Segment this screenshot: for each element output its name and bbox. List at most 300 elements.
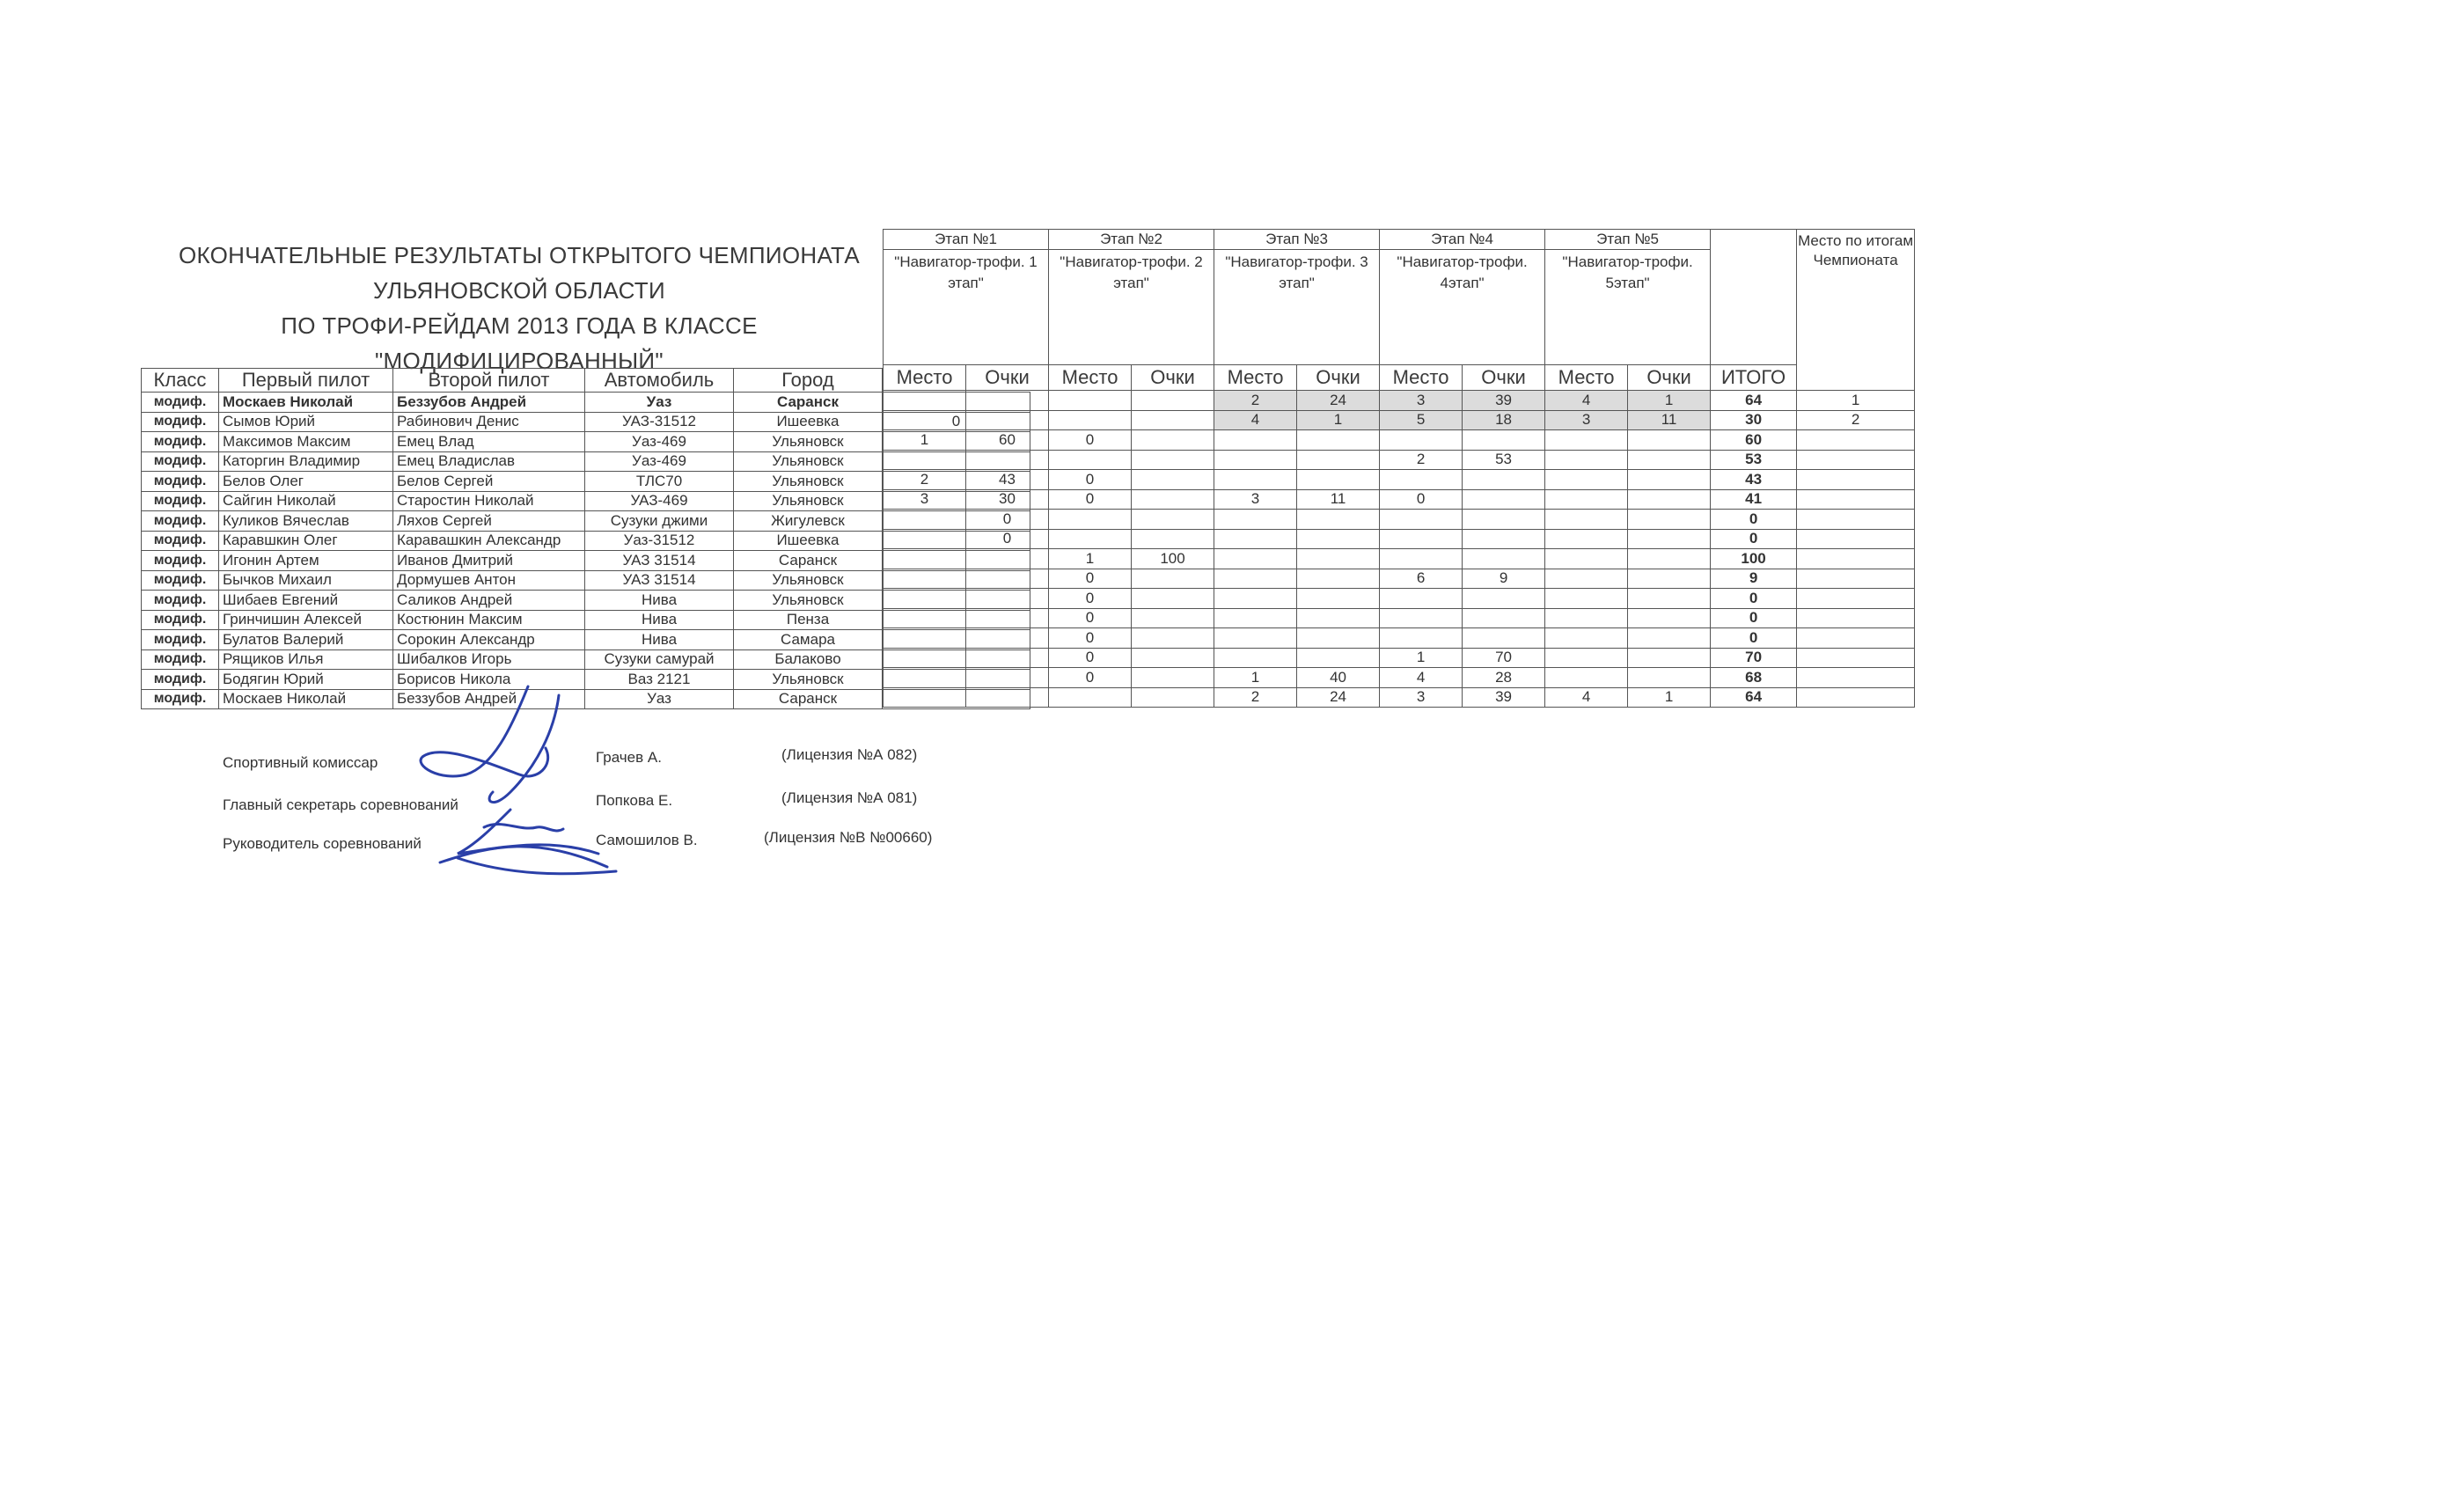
cell-pilot2: Каравашкин Александр <box>393 531 585 551</box>
stage-result-row <box>884 450 1915 470</box>
cell-total: 64 <box>1711 391 1797 411</box>
cell-stage-points <box>1628 430 1711 451</box>
signature-role: Главный секретарь соревнований <box>223 796 458 813</box>
cell-stage-points <box>1297 549 1380 569</box>
cell-stage-place <box>1380 510 1463 530</box>
cell-car: Сузуки самурай <box>585 649 734 670</box>
cell-stage-place: 4 <box>1545 687 1628 708</box>
cell-stage-place <box>1049 410 1132 430</box>
cell-stage-place <box>884 628 966 649</box>
cell-stage-points <box>1463 470 1545 490</box>
cell-stage-points: 30 <box>966 489 1049 510</box>
cell-class: модиф. <box>142 451 219 472</box>
cell-class: модиф. <box>142 531 219 551</box>
cell-pilot2: Дормушев Антон <box>393 570 585 591</box>
cell-stage-place <box>884 569 966 589</box>
cell-stage-place: 5 <box>1380 410 1463 430</box>
cell-final-place <box>1797 569 1915 589</box>
cell-stage-points <box>1628 628 1711 649</box>
cell-pilot2: Беззубов Андрей <box>393 689 585 709</box>
cell-total: 70 <box>1711 648 1797 668</box>
cell-city: Саранск <box>734 689 883 709</box>
stage-result-row <box>884 687 1915 708</box>
cell-stage-points <box>1132 510 1214 530</box>
cell-stage-place: 2 <box>1214 687 1297 708</box>
cell-stage-points <box>1132 410 1214 430</box>
cell-final-place <box>1797 430 1915 451</box>
cell-pilot1: Сайгин Николай <box>219 491 393 511</box>
cell-pilot1: Белов Олег <box>219 472 393 492</box>
col-points: Очки <box>1297 365 1380 391</box>
cell-pilot1: Шибаев Евгений <box>219 591 393 611</box>
cell-pilot1: Рящиков Илья <box>219 649 393 670</box>
cell-stage-place <box>1380 628 1463 649</box>
cell-city: Ульяновск <box>734 670 883 690</box>
stage-result-row <box>884 410 1915 430</box>
col-place: Место <box>1214 365 1297 391</box>
cell-stage-place <box>1380 608 1463 628</box>
cell-stage-place: 2 <box>884 470 966 490</box>
cell-stage-place <box>1049 391 1132 411</box>
cell-total: 9 <box>1711 569 1797 589</box>
cell-total: 0 <box>1711 628 1797 649</box>
cell-stage-place: 0 <box>1049 470 1132 490</box>
cell-pilot2: Иванов Дмитрий <box>393 551 585 571</box>
stage-1-title: Этап №1 <box>884 230 1049 250</box>
cell-class: модиф. <box>142 511 219 532</box>
cell-stage-points <box>966 687 1049 708</box>
cell-stage-place: 0 <box>1380 489 1463 510</box>
cell-pilot2: Костюнин Максим <box>393 610 585 630</box>
cell-stage-place: 3 <box>1545 410 1628 430</box>
cell-pilot1: Максимов Максим <box>219 432 393 452</box>
cell-stage-place <box>1545 529 1628 549</box>
cell-stage-points: 0 <box>966 529 1049 549</box>
col-total: ИТОГО <box>1711 365 1797 391</box>
cell-stage-points: 53 <box>1463 450 1545 470</box>
col-points: Очки <box>1463 365 1545 391</box>
cell-pilot2: Емец Влад <box>393 432 585 452</box>
col-points: Очки <box>966 365 1049 391</box>
stage-2-title: Этап №2 <box>1049 230 1214 250</box>
cell-class: модиф. <box>142 610 219 630</box>
cell-pilot2: Борисов Никола <box>393 670 585 690</box>
cell-extra: 0 <box>883 412 1030 432</box>
cell-class: модиф. <box>142 393 219 413</box>
cell-car: Уаз-31512 <box>585 531 734 551</box>
stage-result-row <box>884 549 1915 569</box>
cell-stage-place <box>1545 450 1628 470</box>
stage-subheader-row <box>884 365 1915 391</box>
cell-stage-points <box>1463 489 1545 510</box>
stage-5-title: Этап №5 <box>1545 230 1711 250</box>
cell-stage-place <box>1545 608 1628 628</box>
cell-stage-points <box>1132 529 1214 549</box>
cell-pilot2: Беззубов Андрей <box>393 393 585 413</box>
cell-final-place: 2 <box>1797 410 1915 430</box>
cell-stage-points: 60 <box>966 430 1049 451</box>
document-title <box>145 238 893 378</box>
cell-stage-points <box>1628 450 1711 470</box>
cell-stage-place: 0 <box>1049 569 1132 589</box>
cell-stage-points <box>1297 589 1380 609</box>
cell-stage-points: 11 <box>1628 410 1711 430</box>
cell-stage-place <box>884 510 966 530</box>
cell-class: модиф. <box>142 472 219 492</box>
cell-total: 0 <box>1711 589 1797 609</box>
cell-total: 100 <box>1711 549 1797 569</box>
cell-stage-points <box>966 628 1049 649</box>
cell-final-place <box>1797 549 1915 569</box>
cell-stage-place: 1 <box>1380 648 1463 668</box>
cell-car: УАЗ-469 <box>585 491 734 511</box>
cell-total: 30 <box>1711 410 1797 430</box>
cell-total: 64 <box>1711 687 1797 708</box>
cell-car: УАЗ-31512 <box>585 412 734 432</box>
cell-stage-points <box>1463 510 1545 530</box>
cell-car: Сузуки джими <box>585 511 734 532</box>
cell-stage-points <box>966 569 1049 589</box>
cell-pilot2: Шибалков Игорь <box>393 649 585 670</box>
cell-stage-points: 39 <box>1463 391 1545 411</box>
stage-3-title: Этап №3 <box>1214 230 1380 250</box>
cell-stage-place <box>1545 549 1628 569</box>
cell-stage-place: 1 <box>884 430 966 451</box>
cell-stage-points <box>966 668 1049 688</box>
stage-2-name: "Навигатор-трофи. 2 этап" <box>1049 250 1214 365</box>
cell-car: ТЛС70 <box>585 472 734 492</box>
cell-city: Пенза <box>734 610 883 630</box>
cell-final-place <box>1797 628 1915 649</box>
cell-stage-points <box>1297 628 1380 649</box>
col-place: Место <box>884 365 966 391</box>
cell-car: Нива <box>585 591 734 611</box>
cell-stage-place: 0 <box>1049 430 1132 451</box>
cell-stage-points <box>1463 589 1545 609</box>
cell-city: Самара <box>734 630 883 650</box>
cell-stage-place: 4 <box>1545 391 1628 411</box>
cell-stage-place <box>1049 687 1132 708</box>
cell-city: Саранск <box>734 393 883 413</box>
cell-stage-place <box>1380 470 1463 490</box>
cell-stage-place <box>1214 470 1297 490</box>
stage-result-row <box>884 529 1915 549</box>
cell-stage-points <box>1132 628 1214 649</box>
cell-final-place <box>1797 450 1915 470</box>
cell-stage-points <box>966 410 1049 430</box>
cell-total: 68 <box>1711 668 1797 688</box>
cell-stage-place <box>1214 510 1297 530</box>
cell-stage-place <box>1545 510 1628 530</box>
cell-stage-points: 43 <box>966 470 1049 490</box>
cell-stage-points <box>1297 470 1380 490</box>
signature-name: Грачев А. <box>596 749 662 766</box>
cell-stage-points: 9 <box>1463 569 1545 589</box>
stage-4-title: Этап №4 <box>1380 230 1545 250</box>
stage-5-name: "Навигатор-трофи. 5этап" <box>1545 250 1711 365</box>
cell-stage-points: 1 <box>1628 687 1711 708</box>
cell-stage-place: 3 <box>1214 489 1297 510</box>
cell-stage-place <box>1545 589 1628 609</box>
cell-city: Ульяновск <box>734 591 883 611</box>
cell-city: Ульяновск <box>734 570 883 591</box>
stage-result-row <box>884 430 1915 451</box>
cell-stage-points <box>1463 430 1545 451</box>
cell-stage-place <box>1214 450 1297 470</box>
cell-class: модиф. <box>142 491 219 511</box>
cell-stage-place <box>1545 489 1628 510</box>
cell-stage-points <box>1132 589 1214 609</box>
cell-pilot1: Каравшкин Олег <box>219 531 393 551</box>
cell-stage-place <box>1545 470 1628 490</box>
cell-stage-points <box>1297 648 1380 668</box>
stage-1-name: "Навигатор-трофи. 1 этап" <box>884 250 1049 365</box>
cell-stage-place: 0 <box>1049 668 1132 688</box>
cell-stage-points <box>1463 608 1545 628</box>
cell-stage-place <box>1545 668 1628 688</box>
col-pilot1: Первый пилот <box>219 369 393 393</box>
cell-total: 0 <box>1711 608 1797 628</box>
cell-stage-place: 4 <box>1380 668 1463 688</box>
cell-stage-points <box>1628 668 1711 688</box>
cell-pilot2: Белов Сергей <box>393 472 585 492</box>
cell-stage-points <box>1297 430 1380 451</box>
cell-stage-place <box>1214 430 1297 451</box>
signature-license: (Лицензия №В №00660) <box>764 829 933 846</box>
cell-stage-place <box>1214 648 1297 668</box>
cell-final-place <box>1797 608 1915 628</box>
cell-stage-place: 6 <box>1380 569 1463 589</box>
cell-class: модиф. <box>142 551 219 571</box>
cell-stage-points <box>1628 510 1711 530</box>
col-points: Очки <box>1628 365 1711 391</box>
cell-pilot1: Москаев Николай <box>219 689 393 709</box>
cell-class: модиф. <box>142 412 219 432</box>
cell-stage-points <box>1132 489 1214 510</box>
cell-stage-place: 3 <box>1380 687 1463 708</box>
cell-stage-points: 70 <box>1463 648 1545 668</box>
cell-pilot1: Каторгин Владимир <box>219 451 393 472</box>
cell-car: Нива <box>585 610 734 630</box>
cell-stage-points <box>1463 628 1545 649</box>
title-line-3: ПО ТРОФИ-РЕЙДАМ 2013 ГОДА В КЛАССЕ <box>281 312 758 339</box>
cell-final-place <box>1797 489 1915 510</box>
cell-final-place <box>1797 589 1915 609</box>
cell-stage-points <box>1297 529 1380 549</box>
cell-stage-place <box>884 391 966 411</box>
cell-stage-place <box>1214 549 1297 569</box>
cell-stage-points: 39 <box>1463 687 1545 708</box>
cell-stage-place <box>1545 569 1628 589</box>
cell-stage-place: 0 <box>1049 648 1132 668</box>
cell-pilot1: Москаев Николай <box>219 393 393 413</box>
cell-car: Ваз 2121 <box>585 670 734 690</box>
cell-final-place <box>1797 668 1915 688</box>
cell-city: Ишеевка <box>734 412 883 432</box>
cell-stage-points <box>1628 529 1711 549</box>
cell-car: Нива <box>585 630 734 650</box>
signature-name: Самошилов В. <box>596 832 698 848</box>
cell-stage-points: 100 <box>1132 549 1214 569</box>
cell-city: Балаково <box>734 649 883 670</box>
cell-stage-place <box>884 608 966 628</box>
col-place: Место <box>1380 365 1463 391</box>
cell-stage-place: 2 <box>1214 391 1297 411</box>
signature-name: Попкова Е. <box>596 792 673 809</box>
col-class: Класс <box>142 369 219 393</box>
cell-final-place <box>1797 687 1915 708</box>
cell-stage-points <box>1297 450 1380 470</box>
cell-stage-points <box>1628 569 1711 589</box>
cell-car: Уаз <box>585 393 734 413</box>
cell-pilot2: Емец Владислав <box>393 451 585 472</box>
cell-stage-place: 3 <box>1380 391 1463 411</box>
cell-stage-place <box>1214 529 1297 549</box>
cell-stage-points: 11 <box>1297 489 1380 510</box>
title-line-4: "МОДИФИЦИРОВАННЫЙ" <box>375 348 664 374</box>
stage-result-row <box>884 470 1915 490</box>
cell-stage-points <box>1132 608 1214 628</box>
col-city: Город <box>734 369 883 393</box>
cell-stage-place: 1 <box>1049 549 1132 569</box>
cell-final-place <box>1797 510 1915 530</box>
final-place-header: Место по итогам Чемпионата <box>1797 230 1915 391</box>
cell-city: Жигулевск <box>734 511 883 532</box>
stage-result-row <box>884 589 1915 609</box>
cell-class: модиф. <box>142 591 219 611</box>
cell-stage-points: 18 <box>1463 410 1545 430</box>
cell-stage-points <box>1297 569 1380 589</box>
cell-stage-points: 1 <box>1628 391 1711 411</box>
cell-stage-place: 2 <box>1380 450 1463 470</box>
cell-city: Ишеевка <box>734 531 883 551</box>
cell-stage-points <box>1463 529 1545 549</box>
cell-class: модиф. <box>142 649 219 670</box>
cell-stage-points <box>966 450 1049 470</box>
col-place: Место <box>1545 365 1628 391</box>
cell-stage-place <box>1049 510 1132 530</box>
cell-pilot2: Ляхов Сергей <box>393 511 585 532</box>
cell-class: модиф. <box>142 570 219 591</box>
stage-results-table <box>883 229 1915 708</box>
cell-stage-place: 0 <box>1049 589 1132 609</box>
cell-stage-place: 4 <box>1214 410 1297 430</box>
cell-city: Ульяновск <box>734 432 883 452</box>
stage-title-row <box>884 230 1915 250</box>
stage-3-name: "Навигатор-трофи. 3 этап" <box>1214 250 1380 365</box>
cell-final-place <box>1797 648 1915 668</box>
cell-stage-place <box>884 549 966 569</box>
cell-final-place <box>1797 470 1915 490</box>
title-line-1: ОКОНЧАТЕЛЬНЫЕ РЕЗУЛЬТАТЫ ОТКРЫТОГО ЧЕМПИОНАТА <box>178 242 861 268</box>
cell-stage-place <box>1545 648 1628 668</box>
cell-stage-points <box>1132 470 1214 490</box>
cell-stage-points <box>1132 668 1214 688</box>
cell-stage-place <box>1049 529 1132 549</box>
cell-stage-place <box>1380 589 1463 609</box>
cell-stage-points <box>1132 648 1214 668</box>
cell-final-place <box>1797 529 1915 549</box>
cell-pilot1: Игонин Артем <box>219 551 393 571</box>
stage-result-row <box>884 489 1915 510</box>
stage-result-row <box>884 648 1915 668</box>
cell-stage-points <box>966 391 1049 411</box>
cell-stage-place <box>884 687 966 708</box>
cell-stage-place <box>1214 608 1297 628</box>
cell-stage-place <box>884 529 966 549</box>
stage-4-name: "Навигатор-трофи. 4этап" <box>1380 250 1545 365</box>
signature-license: (Лицензия №А 081) <box>781 789 918 806</box>
cell-total: 60 <box>1711 430 1797 451</box>
cell-stage-points: 40 <box>1297 668 1380 688</box>
cell-stage-place <box>1214 589 1297 609</box>
cell-stage-place <box>1545 430 1628 451</box>
stage-result-row <box>884 569 1915 589</box>
cell-stage-points <box>966 608 1049 628</box>
stage-result-row <box>884 608 1915 628</box>
cell-total: 53 <box>1711 450 1797 470</box>
cell-class: модиф. <box>142 670 219 690</box>
cell-car: Уаз-469 <box>585 451 734 472</box>
cell-stage-place <box>1545 628 1628 649</box>
cell-stage-points <box>1628 470 1711 490</box>
cell-pilot2: Рабинович Денис <box>393 412 585 432</box>
cell-stage-points <box>1628 608 1711 628</box>
cell-car: Уаз-469 <box>585 432 734 452</box>
cell-stage-points: 0 <box>966 510 1049 530</box>
handwritten-signature-icon <box>405 678 634 880</box>
cell-pilot1: Сымов Юрий <box>219 412 393 432</box>
cell-stage-points <box>1628 589 1711 609</box>
cell-pilot2: Старостин Николай <box>393 491 585 511</box>
cell-stage-place <box>1049 450 1132 470</box>
cell-stage-place <box>884 648 966 668</box>
signature-role: Спортивный комиссар <box>223 754 378 771</box>
cell-total: 0 <box>1711 529 1797 549</box>
cell-stage-place <box>1214 569 1297 589</box>
cell-car: УАЗ 31514 <box>585 570 734 591</box>
signature-role: Руководитель соревнований <box>223 835 422 852</box>
title-line-2: УЛЬЯНОВСКОЙ ОБЛАСТИ <box>373 277 665 304</box>
cell-stage-place: 1 <box>1214 668 1297 688</box>
cell-stage-place: 3 <box>884 489 966 510</box>
cell-city: Ульяновск <box>734 491 883 511</box>
cell-stage-points <box>1463 549 1545 569</box>
col-points: Очки <box>1132 365 1214 391</box>
cell-stage-place <box>1380 430 1463 451</box>
cell-stage-points <box>1132 450 1214 470</box>
cell-stage-place <box>884 450 966 470</box>
cell-stage-points <box>1628 549 1711 569</box>
cell-total: 0 <box>1711 510 1797 530</box>
cell-pilot1: Бодягин Юрий <box>219 670 393 690</box>
cell-total: 41 <box>1711 489 1797 510</box>
cell-stage-place <box>884 410 966 430</box>
cell-pilot1: Гринчишин Алексей <box>219 610 393 630</box>
cell-stage-points: 24 <box>1297 391 1380 411</box>
cell-pilot2: Саликов Андрей <box>393 591 585 611</box>
cell-stage-points: 1 <box>1297 410 1380 430</box>
stage-result-row <box>884 510 1915 530</box>
stage-result-row <box>884 391 1915 411</box>
cell-class: модиф. <box>142 432 219 452</box>
cell-stage-place: 0 <box>1049 489 1132 510</box>
signature-license: (Лицензия №А 082) <box>781 746 918 763</box>
cell-stage-points <box>966 648 1049 668</box>
cell-stage-points: 24 <box>1297 687 1380 708</box>
cell-stage-points <box>1132 430 1214 451</box>
cell-stage-place <box>1380 549 1463 569</box>
